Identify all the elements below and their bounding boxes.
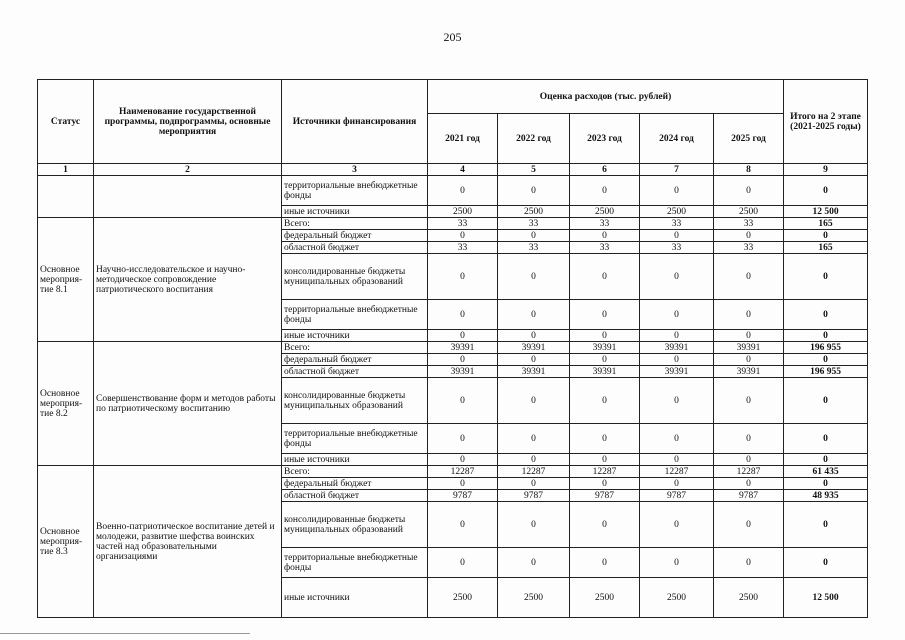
column-number: 3 — [282, 164, 428, 176]
year-value: 12287 — [570, 466, 640, 478]
year-value: 39391 — [428, 342, 498, 354]
funding-source: иные источники — [282, 330, 428, 342]
year-value: 0 — [640, 254, 714, 300]
page-number: 205 — [443, 30, 462, 44]
year-value: 0 — [428, 378, 498, 424]
funding-source: федеральный бюджет — [282, 354, 428, 366]
total-value: 0 — [784, 300, 868, 330]
column-number: 6 — [570, 164, 640, 176]
funding-source: иные источники — [282, 578, 428, 618]
total-value: 48 935 — [784, 490, 868, 502]
funding-source: иные источники — [282, 206, 428, 218]
year-value: 0 — [570, 548, 640, 578]
year-value: 2500 — [428, 578, 498, 618]
year-value: 0 — [570, 254, 640, 300]
measure-name: Научно-исследовательское и научно-методическое сопровождение патриотического воспитания — [94, 218, 282, 342]
year-value: 2500 — [640, 206, 714, 218]
year-value: 2500 — [640, 578, 714, 618]
header-year: 2024 год — [640, 114, 714, 164]
year-value: 0 — [714, 230, 784, 242]
funding-source: Всего: — [282, 218, 428, 230]
year-value: 0 — [640, 478, 714, 490]
year-value: 2500 — [498, 578, 570, 618]
year-value: 0 — [498, 478, 570, 490]
funding-source: областной бюджет — [282, 490, 428, 502]
funding-source: территориальные внебюджетные фонды — [282, 548, 428, 578]
column-number: 5 — [498, 164, 570, 176]
table-row — [38, 342, 868, 354]
year-value: 0 — [428, 254, 498, 300]
total-value: 196 955 — [784, 366, 868, 378]
year-value: 12287 — [498, 466, 570, 478]
year-value: 0 — [428, 230, 498, 242]
table-row — [38, 218, 868, 230]
year-value: 0 — [498, 230, 570, 242]
funding-source: консолидированные бюджеты муниципальных образований — [282, 254, 428, 300]
header-expenses: Оценка расходов (тыс. рублей) — [428, 80, 784, 114]
header-status: Статус — [38, 80, 94, 164]
year-value: 9787 — [498, 490, 570, 502]
header-total: Итого на 2 этапе (2021-2025 годы) — [784, 80, 868, 164]
year-value: 0 — [570, 502, 640, 548]
header-name: Наименование государственной программы, подпрограммы, основные мероприятия — [94, 80, 282, 164]
measure-status — [38, 176, 94, 218]
column-number: 4 — [428, 164, 498, 176]
year-value: 0 — [428, 424, 498, 454]
year-value: 0 — [570, 354, 640, 366]
year-value: 0 — [640, 300, 714, 330]
year-value: 0 — [428, 502, 498, 548]
total-value: 12 500 — [784, 206, 868, 218]
column-number: 2 — [94, 164, 282, 176]
year-value: 2500 — [498, 206, 570, 218]
year-value: 9787 — [640, 490, 714, 502]
scan-edge-line — [0, 633, 250, 634]
year-value: 0 — [428, 300, 498, 330]
total-value: 196 955 — [784, 342, 868, 354]
year-value: 0 — [498, 330, 570, 342]
year-value: 0 — [714, 300, 784, 330]
header-sources: Источники финансирования — [282, 80, 428, 164]
year-value: 33 — [498, 242, 570, 254]
year-value: 0 — [714, 548, 784, 578]
funding-source: иные источники — [282, 454, 428, 466]
total-value: 0 — [784, 548, 868, 578]
funding-source: территориальные внебюджетные фонды — [282, 300, 428, 330]
table-row — [38, 466, 868, 478]
total-value: 0 — [784, 176, 868, 206]
year-value: 0 — [428, 478, 498, 490]
total-value: 0 — [784, 502, 868, 548]
year-value: 9787 — [428, 490, 498, 502]
year-value: 2500 — [714, 578, 784, 618]
year-value: 0 — [714, 354, 784, 366]
measure-status: Основное мероприя-тие 8.3 — [38, 466, 94, 618]
column-number: 8 — [714, 164, 784, 176]
column-number: 7 — [640, 164, 714, 176]
total-value: 0 — [784, 378, 868, 424]
year-value: 39391 — [570, 366, 640, 378]
header-year: 2023 год — [570, 114, 640, 164]
year-value: 0 — [570, 300, 640, 330]
funding-source: консолидированные бюджеты муниципальных образований — [282, 378, 428, 424]
year-value: 9787 — [570, 490, 640, 502]
total-value: 0 — [784, 424, 868, 454]
year-value: 0 — [498, 454, 570, 466]
year-value: 0 — [640, 424, 714, 454]
year-value: 0 — [640, 330, 714, 342]
year-value: 33 — [498, 218, 570, 230]
year-value: 0 — [640, 548, 714, 578]
year-value: 2500 — [714, 206, 784, 218]
year-value: 0 — [428, 176, 498, 206]
year-value: 0 — [498, 176, 570, 206]
year-value: 39391 — [428, 366, 498, 378]
year-value: 33 — [714, 242, 784, 254]
measure-name: Военно-патриотическое воспитание детей и молодежи, развитие шефства воинских частей над образовательными организациями — [94, 466, 282, 618]
year-value: 0 — [570, 176, 640, 206]
measure-name: Совершенствование форм и методов работы по патриотическому воспитанию — [94, 342, 282, 466]
year-value: 0 — [714, 424, 784, 454]
funding-source: Всего: — [282, 342, 428, 354]
funding-source: консолидированные бюджеты муниципальных образований — [282, 502, 428, 548]
year-value: 0 — [498, 300, 570, 330]
funding-source: федеральный бюджет — [282, 230, 428, 242]
total-value: 165 — [784, 218, 868, 230]
funding-source: федеральный бюджет — [282, 478, 428, 490]
year-value: 0 — [498, 502, 570, 548]
year-value: 0 — [640, 176, 714, 206]
year-value: 0 — [498, 424, 570, 454]
year-value: 33 — [640, 218, 714, 230]
total-value: 0 — [784, 330, 868, 342]
year-value: 33 — [428, 218, 498, 230]
year-value: 0 — [498, 548, 570, 578]
funding-source: территориальные внебюджетные фонды — [282, 424, 428, 454]
measure-status: Основное мероприя-тие 8.1 — [38, 218, 94, 342]
year-value: 33 — [570, 218, 640, 230]
year-value: 2500 — [428, 206, 498, 218]
year-value: 39391 — [640, 342, 714, 354]
year-value: 0 — [714, 502, 784, 548]
year-value: 39391 — [498, 366, 570, 378]
header-year: 2025 год — [714, 114, 784, 164]
year-value: 9787 — [714, 490, 784, 502]
budget-table — [37, 79, 868, 618]
year-value: 33 — [714, 218, 784, 230]
year-value: 0 — [714, 454, 784, 466]
table-header — [38, 80, 868, 176]
year-value: 0 — [640, 230, 714, 242]
column-number: 9 — [784, 164, 868, 176]
year-value: 0 — [714, 330, 784, 342]
year-value: 12287 — [640, 466, 714, 478]
year-value: 2500 — [570, 206, 640, 218]
year-value: 0 — [640, 354, 714, 366]
total-value: 0 — [784, 254, 868, 300]
total-value: 12 500 — [784, 578, 868, 618]
year-value: 0 — [428, 330, 498, 342]
column-number: 1 — [38, 164, 94, 176]
year-value: 0 — [714, 478, 784, 490]
table-row — [38, 176, 868, 206]
year-value: 33 — [428, 242, 498, 254]
year-value: 0 — [428, 548, 498, 578]
year-value: 12287 — [714, 466, 784, 478]
year-value: 0 — [498, 378, 570, 424]
year-value: 0 — [570, 454, 640, 466]
header-year: 2021 год — [428, 114, 498, 164]
total-value: 0 — [784, 354, 868, 366]
year-value: 0 — [570, 330, 640, 342]
measure-status: Основное мероприя-тие 8.2 — [38, 342, 94, 466]
year-value: 39391 — [640, 366, 714, 378]
header-year: 2022 год — [498, 114, 570, 164]
year-value: 0 — [570, 424, 640, 454]
year-value: 39391 — [498, 342, 570, 354]
year-value: 0 — [570, 478, 640, 490]
total-value: 0 — [784, 478, 868, 490]
table-body — [38, 176, 868, 618]
total-value: 0 — [784, 230, 868, 242]
year-value: 0 — [640, 502, 714, 548]
year-value: 39391 — [714, 342, 784, 354]
year-value: 0 — [714, 176, 784, 206]
funding-source: территориальные внебюджетные фонды — [282, 176, 428, 206]
year-value: 0 — [714, 254, 784, 300]
year-value: 12287 — [428, 466, 498, 478]
year-value: 0 — [570, 378, 640, 424]
year-value: 39391 — [714, 366, 784, 378]
total-value: 61 435 — [784, 466, 868, 478]
year-value: 0 — [498, 354, 570, 366]
funding-source: областной бюджет — [282, 242, 428, 254]
year-value: 0 — [570, 230, 640, 242]
funding-source: областной бюджет — [282, 366, 428, 378]
measure-name — [94, 176, 282, 218]
year-value: 33 — [640, 242, 714, 254]
year-value: 0 — [428, 354, 498, 366]
funding-source: Всего: — [282, 466, 428, 478]
year-value: 2500 — [570, 578, 640, 618]
total-value: 165 — [784, 242, 868, 254]
year-value: 0 — [640, 378, 714, 424]
year-value: 39391 — [570, 342, 640, 354]
year-value: 0 — [428, 454, 498, 466]
year-value: 0 — [640, 454, 714, 466]
year-value: 33 — [570, 242, 640, 254]
total-value: 0 — [784, 454, 868, 466]
year-value: 0 — [498, 254, 570, 300]
year-value: 0 — [714, 378, 784, 424]
